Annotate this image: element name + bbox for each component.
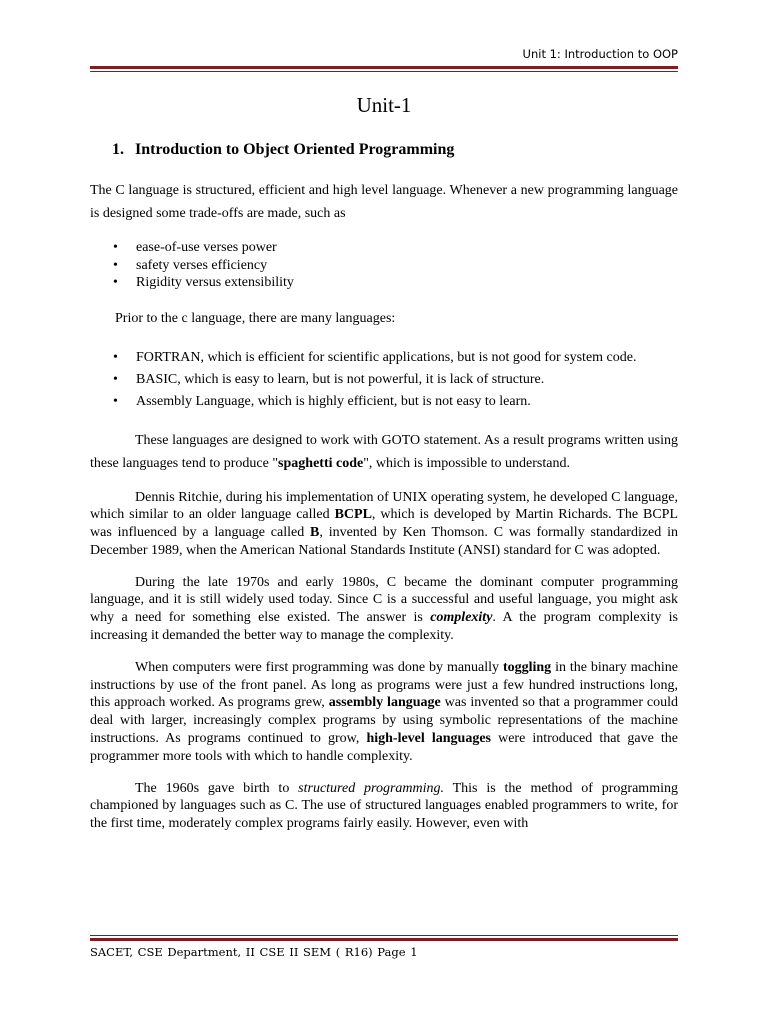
tradeoff-list (90, 239, 678, 292)
section-heading (112, 140, 678, 160)
text-run: This is the method of programming championed by languages such as C. The use of structured languages enabled programmers to write, for the first time, moderately complex programs fairly easily. However, even with (90, 780, 678, 832)
bold-term: high-level languages (366, 731, 491, 747)
text-run: was invented so that a programmer could deal with larger, increasingly complex programs by using symbolic representations of the machine instructions. As programs continued to grow, (90, 695, 679, 747)
list-item: • ease-of-use verses power (90, 239, 678, 257)
bold-term: spaghetti code (278, 455, 364, 471)
text-run: in the binary machine instructions by use of the front panel. As long as programs were just a few hundred instructions long, this approach worked. As programs grew, (90, 659, 678, 711)
text-run: When computers were first programming was done by manually (135, 659, 503, 675)
bold-term: assembly language (328, 695, 441, 711)
text-run: The 1960s gave birth to (135, 780, 299, 796)
text-run: Dennis Ritchie, during his implementation of UNIX operating system, he developed C language, which similar to an older language called (90, 489, 678, 523)
complexity-paragraph (90, 574, 678, 645)
bold-italic-term: complexity (430, 610, 493, 626)
list-item: • FORTRAN, which is efficient for scientific applications, but is not good for system code. (90, 347, 678, 369)
section-title: Introduction to Object Oriented Programming (135, 141, 455, 158)
text-run: These languages are designed to work with GOTO statement. As a result programs written using these languages tend to produce " (90, 432, 678, 471)
intro-paragraph: The C language is structured, efficient and high level language. Whenever a new programming language is designed some trade-offs are made, such as (90, 183, 678, 221)
prior-paragraph: Prior to the c language, there are many languages: (115, 310, 396, 326)
text-run: During the late 1970s and early 1980s, C became the dominant computer programming language, and it is still widely used today. Since C is a successful and useful language, you might ask why a need for something else existed. The answer is (90, 574, 678, 626)
list-item: • Assembly Language, which is highly efficient, but is not easy to learn. (90, 391, 678, 413)
header-rule-thick (90, 66, 678, 69)
text-run: ", which is impossible to understand. (363, 455, 570, 471)
bold-term: BCPL (334, 507, 372, 523)
goto-paragraph (90, 429, 678, 475)
header-rule-thin (90, 71, 678, 72)
page-body (90, 92, 678, 847)
text-run: , invented by Ken Thomson. C was formally standardized in December 1989, when the American National Standards Institute (ANSI) standard for C was adopted. (90, 525, 678, 558)
bold-term: B (310, 525, 320, 541)
ritchie-paragraph (90, 489, 678, 560)
text-run: were introduced that gave the programmer more tools with which to handle complexity. (90, 731, 679, 764)
language-list (90, 347, 678, 413)
page-footer: SACET, CSE Department, II CSE II SEM ( R16) Page 1 (90, 945, 418, 959)
history-paragraph (90, 659, 678, 766)
text-run: . A the program complexity is increasing it demanded the better way to manage the complexity. (90, 610, 679, 644)
italic-term: structured programming. (298, 780, 445, 796)
list-item: • safety verses efficiency (90, 257, 678, 275)
footer-rule-thin (90, 935, 678, 936)
list-item: • BASIC, which is easy to learn, but is not powerful, it is lack of structure. (90, 369, 678, 391)
structured-paragraph (90, 780, 678, 833)
section-number: 1. (112, 141, 124, 158)
running-header: Unit 1: Introduction to OOP (522, 47, 678, 61)
text-run: , which is developed by Martin Richards. The BCPL was influenced by a language called (90, 507, 679, 541)
list-item: • Rigidity versus extensibility (90, 274, 678, 292)
page-title: Unit-1 (356, 93, 412, 117)
bold-term: toggling (502, 659, 552, 675)
footer-rule-thick (90, 938, 678, 941)
